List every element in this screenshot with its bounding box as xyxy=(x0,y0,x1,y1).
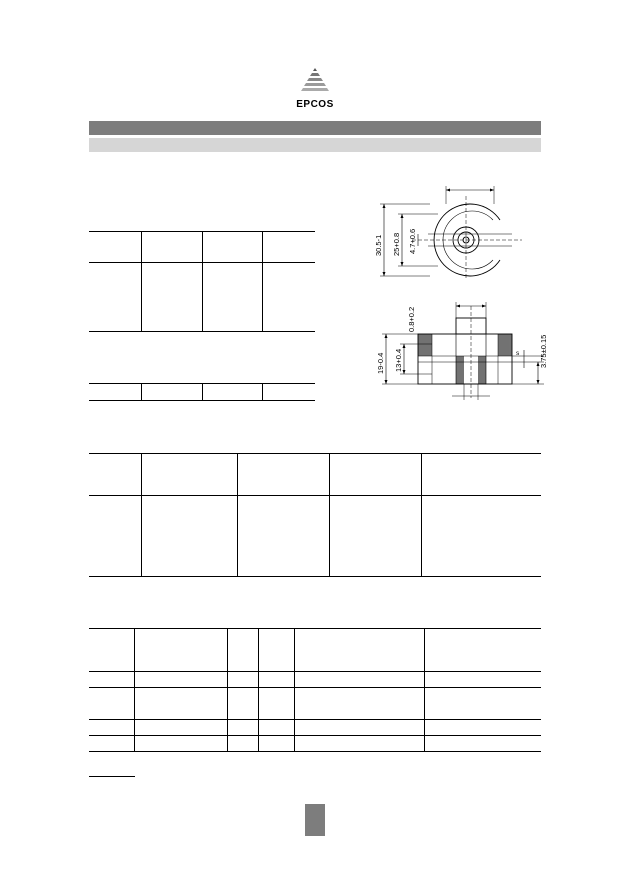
table-4-row-rule xyxy=(89,719,541,720)
table-1-col-divider xyxy=(202,231,203,331)
table-2-bottom-rule xyxy=(89,400,315,401)
table-1-col-divider xyxy=(141,231,142,331)
brand-name: EPCOS xyxy=(296,99,334,110)
dimension-gap-s: s xyxy=(516,350,520,357)
table-1-col-divider xyxy=(262,231,263,331)
table-4-col-divider xyxy=(134,628,135,751)
dimension-inner-diameter: 25+0.8 xyxy=(392,232,401,256)
dimension-slot-width: 4.7+0.6 xyxy=(408,228,417,254)
table-4-col-divider xyxy=(227,628,228,751)
subtitle-bar xyxy=(89,138,541,152)
table-1-bottom-rule xyxy=(89,331,315,332)
table-2-col-divider xyxy=(141,383,142,400)
table-3-top-rule xyxy=(89,453,541,454)
dimension-post-height: 0.8+0.2 xyxy=(407,306,416,332)
table-3-col-divider xyxy=(329,453,330,576)
table-2-col-divider xyxy=(202,383,203,400)
table-4-col-divider xyxy=(294,628,295,751)
epcos-logo xyxy=(284,66,346,114)
table-3-col-divider xyxy=(141,453,142,576)
dimension-inner-height: 13+0.4 xyxy=(394,348,403,372)
title-bar xyxy=(89,121,541,135)
epcos-triangle-logo-icon xyxy=(300,66,330,98)
table-4-bottom-rule xyxy=(89,751,541,752)
table-3-header-rule xyxy=(89,495,541,496)
dimension-right-height: 3.75±0.15 xyxy=(539,334,548,368)
table-4-row-rule xyxy=(89,735,541,736)
core-section-view-drawing xyxy=(372,298,550,404)
core-top-view-drawing xyxy=(372,180,522,280)
table-4-col-divider xyxy=(258,628,259,751)
table-2-col-divider xyxy=(262,383,263,400)
table-4-header-rule xyxy=(89,671,541,672)
table-4-row-rule xyxy=(89,687,541,688)
dimension-outer-diameter: 30.5-1 xyxy=(374,234,383,256)
table-3-col-divider xyxy=(237,453,238,576)
dimension-total-height: 19-0.4 xyxy=(376,352,385,374)
table-4-col-divider xyxy=(424,628,425,751)
table-3-col-divider xyxy=(421,453,422,576)
footnote-rule xyxy=(89,776,135,777)
page-marker xyxy=(305,804,325,836)
table-3-bottom-rule xyxy=(89,576,541,577)
table-4-top-rule xyxy=(89,628,541,629)
